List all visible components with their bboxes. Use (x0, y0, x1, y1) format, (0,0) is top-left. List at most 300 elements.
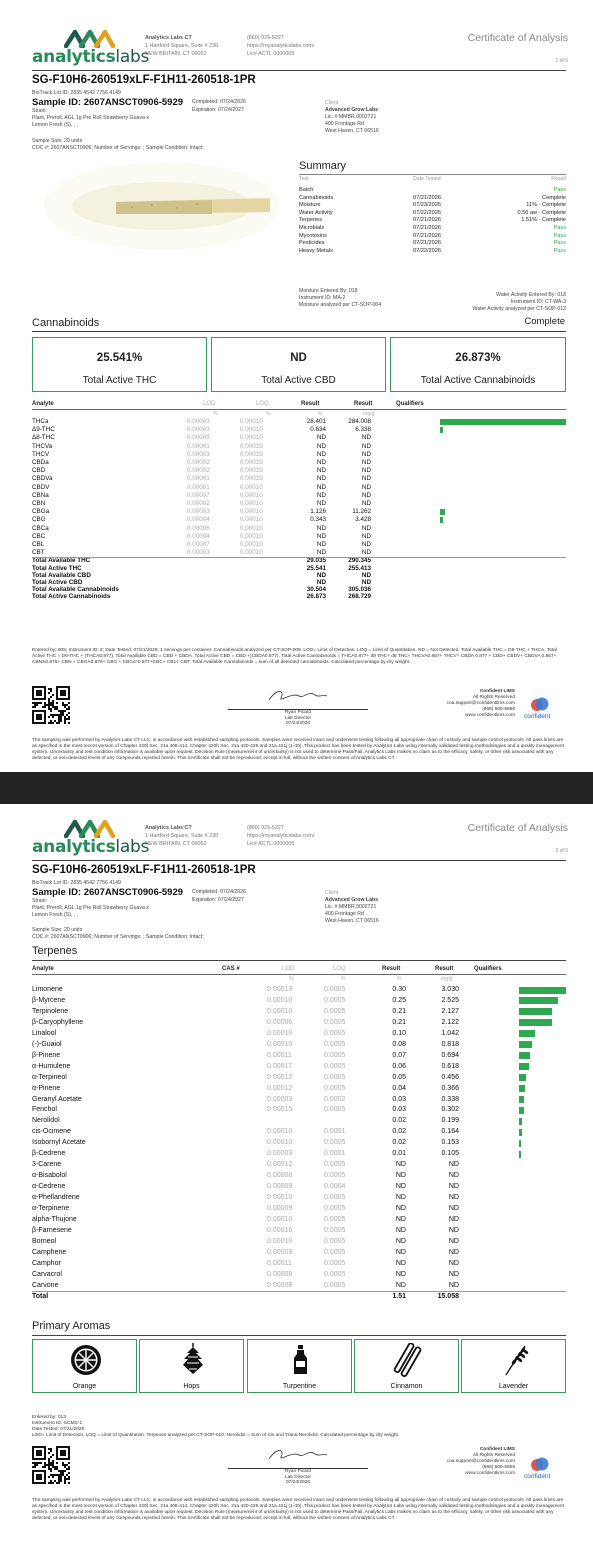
coa-page-2 (0, 804, 593, 1564)
result-bar (440, 517, 443, 523)
result-pct: ND (316, 549, 326, 557)
lod-value: 0.00010 (267, 1215, 293, 1223)
result-mg: ND (361, 500, 371, 507)
table-row (32, 1116, 566, 1126)
lod-value: 0.00010 (267, 1029, 293, 1037)
terpene-bar (519, 1151, 521, 1158)
total-thc-label: Total Active THC (82, 375, 157, 386)
loq-value: 0.00010 (240, 418, 263, 425)
lab-website-link[interactable]: https://myanalyticslabs.com/ (247, 833, 315, 839)
loq-value: 0.0005 (324, 1073, 346, 1081)
strain-label: Strain: (32, 898, 47, 904)
table-row (32, 426, 566, 434)
aroma-hops (139, 1339, 244, 1393)
product-photo (32, 160, 290, 312)
table-row (32, 475, 566, 483)
total-pct: 29.035 (306, 557, 326, 565)
terpene-name: Limonene (32, 986, 63, 993)
lims-email-link[interactable]: coa.support@confidentlims.com (446, 701, 515, 707)
terpene-bar (519, 1107, 524, 1114)
table-row (32, 1138, 566, 1148)
result-mg: 284.008 (348, 418, 371, 425)
summary-test: Heavy Metals (299, 247, 333, 254)
qr-code[interactable] (32, 686, 70, 724)
summary-test: Water Activity (299, 209, 333, 216)
confident-logo-icon (529, 1456, 551, 1472)
lims-info: Confident LIMS All Rights Reserved coa.support@confidentlims.com (866) 506-5866 www.confidentlims.com (446, 1447, 515, 1477)
loq-value: 0.00010 (240, 442, 263, 450)
cannabinoids-status: Complete (524, 316, 565, 327)
col-result-pct: Result (301, 401, 320, 407)
coc-info: COC #: 2607ANSCT0906; Number of Servings: ; Sample Condition: Intact; (32, 934, 204, 940)
total-cbd-label: Total Active CBD (261, 375, 336, 386)
lod-value: 0.00017 (267, 1062, 293, 1070)
analyte-name: CBDVa (32, 475, 53, 483)
coa-page-1 (0, 0, 593, 772)
logo-text: analyticslabs (32, 47, 149, 67)
terp-col-qualifiers: Qualifiers (474, 966, 502, 972)
summary-result: Pass (553, 232, 566, 239)
result-mg: ND (448, 1226, 459, 1234)
result-pct: ND (395, 1281, 406, 1289)
cannabinoids-title: Cannabinoids (32, 317, 100, 329)
aroma-cinnamon-label: Cinnamon (390, 1383, 423, 1390)
summary-result: Complete (542, 194, 566, 201)
signer-role: Lab Director (284, 1474, 312, 1480)
total-label: Total (32, 1292, 49, 1300)
unit-loq: % (266, 411, 271, 417)
table-row (32, 492, 566, 500)
lod-value: 0.00003 (267, 1095, 293, 1103)
terpene-name: β-Caryophyllene (32, 1018, 84, 1026)
cinnamon-icon (391, 1343, 425, 1377)
loq-value: 0.0001 (324, 1128, 346, 1136)
analyte-name: THCVa (32, 442, 53, 450)
lab-address: Analytics Labs CT 1 Hartford Square, Suite # 230 NEW BRITAIN, CT 06052 (145, 35, 219, 57)
lod-value: 0.00007 (187, 541, 210, 548)
client-info: Advanced Grow Labs Lic. # MMBR.0002721 400 Frontage Rd West Haven, CT 06516 (325, 107, 379, 134)
result-mg: ND (448, 1161, 459, 1169)
loq-value: 0.0005 (324, 1084, 346, 1092)
lod-value: 0.00008 (267, 1281, 293, 1289)
confident-brand: confident (524, 713, 551, 720)
table-row (32, 1073, 566, 1083)
result-mg: ND (448, 1215, 459, 1223)
result-pct: ND (316, 450, 326, 458)
signature-icon (263, 686, 333, 706)
result-bar (440, 419, 566, 425)
result-pct: 0.06 (392, 1062, 406, 1070)
result-mg: ND (448, 1194, 459, 1202)
summary-date: 07/22/2026 (413, 209, 441, 216)
moisture-info: Moisture Entered By: 018 Instrument ID: MA-2 Moisture analyzed per CT-SOP-004 (299, 288, 382, 308)
terp-unit-pct: % (397, 976, 402, 982)
result-pct: 0.05 (392, 1073, 406, 1081)
cannabinoids-note: Entered by: 005; Instrument ID: 2; Date Tested: 07/21/2026; 1 servings per container. Cannabinoids analyzed per CT-SOP-009. LOD= Limit of Detection, LOQ = Limit of Quantitation, ND = Not Detected. Total Available THC = D9-THC + THCA. Total Active THC = D9-THC + (THCA0.877). Total Available CBD = CBD + CBDA. Total Active CBD = CBD +(CBDA0.877). Total Active Cannabinoids = THCA0.877+ d9 THC+ d8 THC+ THCVA0.867+ THCV+ CBDA 0.877 + CBD+ CBDV+ CBDVA 0.867+ CBNA0.876+ CBN + CBGA0.878+ CBG + CBCA*0.877+CBC+ CBL+ CBT. Total Available Cannabinoids = sum of all detected cannabinoids. Calculated percentage by dry weight. (32, 648, 557, 665)
confident-logo-icon (529, 696, 551, 712)
col-lod: LOD (203, 401, 216, 407)
analyte-name: CBCa (32, 524, 49, 532)
total-analyte: Total Available Cannabinoids (32, 585, 119, 593)
lab-address: Analytics Labs CT 1 Hartford Square, Suite # 230 NEW BRITAIN, CT 06052 (145, 825, 219, 847)
result-mg: 0.338 (441, 1095, 459, 1103)
signature-block (228, 1445, 368, 1486)
unit-lod: % (213, 411, 218, 417)
total-cannabinoids-value: 26.873% (455, 352, 501, 364)
client-label: Client (325, 890, 339, 896)
header-2 (32, 818, 568, 858)
terpene-bar (519, 1096, 524, 1103)
terpene-name: Camphor (32, 1259, 61, 1267)
logo-mark-icon (64, 28, 116, 48)
terpene-bar (519, 1118, 522, 1125)
lod-value: 0.00010 (267, 1007, 293, 1015)
analyte-name: CBDV (32, 483, 50, 491)
table-row (32, 1160, 566, 1170)
table-row (32, 533, 566, 541)
qr-code[interactable] (32, 1446, 70, 1484)
lod-value: 0.00006 (267, 1018, 293, 1026)
terpene-name: β-Cedrene (32, 1150, 66, 1158)
lod-value: 0.00015 (267, 1106, 293, 1114)
lod-value: 0.00003 (187, 549, 210, 557)
sample-id: Sample ID: 2607ANSCT0906-5929 (32, 887, 184, 898)
total-mg: 255.413 (348, 564, 371, 572)
terp-col-result-mg: Result (435, 966, 454, 972)
lod-value: 0.00012 (267, 1073, 293, 1081)
table-row (32, 1204, 566, 1214)
result-pct: 0.21 (392, 1007, 406, 1015)
loq-value: 0.0005 (324, 1226, 346, 1234)
aroma-orange-label: Orange (72, 1383, 97, 1390)
result-mg: ND (361, 459, 371, 466)
table-row (32, 1171, 566, 1181)
terpene-name: Carvacrol (32, 1270, 62, 1278)
table-row (32, 1226, 566, 1236)
loq-value: 0.00010 (240, 483, 263, 491)
result-mg: 0.164 (441, 1128, 459, 1136)
client-label: Client (325, 100, 339, 106)
lod-value: 0.00001 (187, 483, 210, 491)
hops-icon (176, 1343, 210, 1377)
loq-value: 0.0005 (324, 1051, 346, 1059)
result-pct: ND (395, 1248, 406, 1256)
result-pct: ND (316, 475, 326, 483)
analyte-name: CBG (32, 516, 46, 524)
terp-col-analyte: Analyte (32, 966, 54, 972)
lod-value: 0.00003 (187, 418, 210, 425)
total-mg: ND (361, 571, 371, 579)
table-row (32, 1095, 566, 1105)
biotrack-id: BioTrack Lot ID: 2835 4542 7756 4149 (32, 880, 121, 886)
signer-name: Ryan Picard (284, 709, 312, 715)
table-row (32, 1062, 566, 1072)
lims-website-link[interactable]: www.confidentlims.com (465, 713, 515, 719)
sample-sg-id: SG-F10H6-260519xLF-F1H11-260518-1PR (32, 74, 256, 86)
result-mg: 0.105 (441, 1150, 459, 1158)
terpene-name: 3-Carene (32, 1161, 62, 1169)
result-pct: 0.634 (310, 426, 326, 434)
strain-label: Strain: (32, 108, 47, 114)
table-row (32, 1149, 566, 1159)
header (32, 28, 568, 68)
result-pct: 0.25 (392, 996, 406, 1004)
sample-size: Sample Size: 20 units (32, 927, 83, 933)
table-row (32, 1270, 566, 1280)
terpene-bar (519, 1019, 552, 1026)
lod-value: 0.00003 (187, 450, 210, 458)
product-desc: Plant, Preroll, AGL 1g Pre Roll Strawberry Guava x Lemon Fresh (S), , , (32, 115, 149, 128)
terpene-bar (519, 1129, 522, 1136)
total-cbd-value: ND (290, 352, 307, 364)
aroma-turpentine (247, 1339, 352, 1393)
loq-value: 0.00010 (240, 549, 263, 557)
loq-value: 0.0001 (324, 1150, 346, 1158)
result-mg: ND (361, 450, 371, 458)
result-pct: ND (395, 1183, 406, 1191)
table-row (32, 451, 566, 459)
result-mg: ND (448, 1237, 459, 1245)
lod-value: 0.00011 (267, 1259, 292, 1267)
total-mg: 15.058 (437, 1292, 459, 1300)
expiration-date: Expiration: 07/24/2027 (192, 107, 244, 113)
lod-value: 0.00002 (187, 459, 210, 466)
lod-value: 0.00007 (187, 491, 210, 499)
lod-value: 0.00003 (187, 426, 210, 434)
result-mg: ND (361, 549, 371, 557)
result-mg: ND (361, 541, 371, 548)
total-pct: 25.541 (306, 564, 326, 572)
loq-value: 0.00010 (240, 491, 263, 499)
loq-value: 0.0005 (324, 1018, 346, 1026)
table-row (32, 1105, 566, 1115)
total-analyte: Total Active THC (32, 564, 82, 572)
total-active-thc-card (32, 337, 207, 392)
result-mg: ND (361, 532, 371, 540)
summary-date: 07/21/2026 (413, 225, 441, 231)
result-pct: ND (316, 532, 326, 540)
table-row (32, 443, 566, 451)
summary-test: Pesticides (299, 240, 325, 247)
terp-col-loq: LOQ (333, 966, 346, 972)
terpene-name: alpha-Thujone (32, 1215, 77, 1223)
summary-date: 07/21/2026 (413, 232, 441, 239)
summary-result: Pass (553, 247, 566, 254)
table-row (32, 1193, 566, 1203)
sample-size: Sample Size: 20 units (32, 138, 83, 144)
lod-value: 0.00009 (267, 1183, 293, 1191)
result-pct: ND (316, 459, 326, 466)
analyte-name: Δ9-THC (32, 426, 55, 434)
terpenes-note: Entered by: 013 Instrument ID: GCMS-1 Date Tested: 07/21/2026 LOD= Limit of Detection, LOQ = Limit of Quantitation. Terpenes analyzed per CT-SOP-010. Nerolidol = Sum of Cis and Trans-Nerolidol. Calculated percentage by dry weight. (32, 1415, 400, 1438)
table-row (32, 1051, 566, 1061)
total-analyte: Total Active CBD (32, 578, 83, 586)
table-row (32, 467, 566, 475)
summary-result: 11% - Complete (526, 202, 566, 209)
page-number: 2 of 5 (555, 848, 568, 854)
loq-value: 0.0005 (324, 996, 346, 1004)
loq-value: 0.0005 (324, 1139, 346, 1147)
table-row (32, 1182, 566, 1192)
lod-value: 0.00005 (187, 434, 210, 442)
lod-value: 0.00012 (267, 1084, 293, 1092)
signer-name: Ryan Picard (284, 1468, 312, 1474)
result-mg: ND (361, 467, 371, 475)
result-pct: ND (395, 1237, 406, 1245)
lod-value: 0.00010 (267, 1139, 293, 1147)
result-mg: 0.818 (441, 1040, 459, 1048)
terpene-bar (519, 997, 558, 1004)
terp-unit-mg: mg/g (441, 976, 453, 982)
result-mg: 0.456 (441, 1073, 459, 1081)
summary-test: Moisture (299, 202, 321, 209)
terpene-name: Nerolidol (32, 1117, 60, 1125)
result-pct: ND (395, 1194, 406, 1202)
summary-title: Summary (299, 160, 347, 172)
unit-mg: mg/g (363, 411, 375, 417)
total-thc-value: 25.541% (96, 352, 143, 364)
table-row (32, 500, 566, 508)
lod-value: 0.00013 (267, 986, 293, 993)
loq-value: 0.00010 (240, 532, 263, 540)
summary-header-date: Date Tested (413, 176, 441, 182)
table-row (32, 1007, 566, 1017)
table-row (32, 1259, 566, 1269)
terpene-bar (519, 1074, 526, 1081)
result-pct: 28.401 (306, 418, 326, 425)
lims-info: Confident LIMS All Rights Reserved coa.support@confidentlims.com (866) 506-5866 www.confidentlims.com (446, 689, 515, 719)
loq-value: 0.0005 (324, 1194, 346, 1202)
lod-value: 0.00012 (267, 1161, 293, 1169)
loq-value: 0.0005 (324, 1007, 346, 1015)
result-mg: 0.153 (441, 1139, 459, 1147)
lod-value: 0.00003 (187, 508, 210, 516)
analyte-name: CBN (32, 500, 46, 507)
summary-test: Microbials (299, 225, 325, 231)
result-pct: ND (395, 1259, 406, 1267)
unit-pct: % (318, 411, 323, 417)
table-row (32, 1281, 566, 1291)
signature-date: 07/24/2026 (285, 1480, 310, 1486)
table-row (32, 996, 566, 1006)
terpene-name: cis-Ocimene (32, 1128, 71, 1136)
col-qualifiers: Qualifiers (396, 401, 424, 407)
biotrack-id: BioTrack Lot ID: 2835 4542 7756 4149 (32, 90, 121, 96)
result-pct: 0.03 (392, 1106, 406, 1114)
table-row (32, 1029, 566, 1039)
table-row (32, 1018, 566, 1028)
loq-value: 0.0005 (324, 1259, 346, 1267)
water-activity-info: Water Activity Entered By: 018 Instrument ID: CT-WA-3 Water Activity analyzed per CT-SOP-012 (472, 292, 566, 312)
analyte-name: CBDa (32, 459, 49, 466)
result-pct: ND (316, 434, 326, 442)
lims-email-link[interactable]: coa.support@confidentlims.com (446, 1459, 515, 1465)
table-row (32, 508, 566, 516)
summary-result: 1.51% - Complete (521, 217, 566, 224)
product-desc: Plant, Preroll, AGL 1g Pre Roll Strawberry Guava x Lemon Fresh (S), , , (32, 905, 149, 918)
total-mg: 268.729 (348, 592, 371, 600)
analyte-name: CBNa (32, 491, 49, 499)
terpene-name: β-Pinene (32, 1051, 61, 1059)
result-pct: ND (316, 500, 326, 507)
lod-value: 0.00010 (267, 1237, 293, 1245)
summary-test: Batch (299, 187, 314, 193)
signer-role: Lab Director (284, 715, 312, 721)
loq-value: 0.00010 (240, 459, 263, 466)
terpene-name: α-Terpineol (32, 1073, 67, 1081)
result-pct: ND (316, 442, 326, 450)
terpene-name: α-Cedrene (32, 1183, 66, 1191)
analyte-name: CBC (32, 532, 46, 540)
result-mg: 3.428 (355, 516, 371, 524)
table-row (32, 525, 566, 533)
loq-value: 0.00010 (240, 500, 263, 507)
result-mg: 0.302 (441, 1106, 459, 1114)
col-loq: LOQ (256, 401, 269, 407)
result-pct: 0.08 (392, 1040, 406, 1048)
terpene-name: α-Phellandrene (32, 1194, 80, 1202)
coc-info: COC #: 2607ANSCT0906; Number of Servings: ; Sample Condition: Intact; (32, 145, 204, 151)
lab-website-link[interactable]: https://myanalyticslabs.com/ (247, 43, 315, 49)
terpene-name: (-)-Guaiol (32, 1040, 62, 1048)
summary-row (299, 248, 566, 256)
loq-value: 0.00010 (240, 450, 263, 458)
result-pct: 0.02 (392, 1128, 406, 1136)
summary-test: Terpenes (299, 217, 323, 224)
lims-website-link[interactable]: www.confidentlims.com (465, 1471, 515, 1477)
logo-mark-icon (64, 818, 116, 838)
table-row (32, 516, 566, 524)
loq-value: 0.0005 (324, 1161, 346, 1169)
lod-value: 0.00001 (187, 475, 210, 483)
terpene-name: α-Terpinene (32, 1205, 70, 1212)
sample-sg-id: SG-F10H6-260519xLF-F1H11-260518-1PR (32, 864, 256, 876)
confident-brand: confident (524, 1473, 551, 1480)
lab-contact: (860) 925-5227 https://myanalyticslabs.com/ Lic# ACTL.0000005 (247, 35, 315, 57)
result-mg: 1.042 (441, 1029, 459, 1037)
total-cannabinoids-label: Total Active Cannabinoids (420, 375, 536, 386)
result-mg: 2.127 (441, 1007, 459, 1015)
terpene-name: Linalool (32, 1029, 57, 1037)
lod-value: 0.00010 (267, 1194, 293, 1202)
table-row (32, 985, 566, 995)
loq-value: 0.0005 (324, 1205, 346, 1212)
lod-value: 0.00004 (187, 516, 210, 524)
table-row (32, 484, 566, 492)
terpene-bar (519, 1140, 521, 1147)
terpene-name: Fenchol (32, 1106, 57, 1114)
lod-value: 0.00002 (187, 467, 210, 475)
terpene-name: Isobornyl Acetate (32, 1139, 86, 1147)
orange-icon (69, 1343, 103, 1377)
table-row (32, 434, 566, 442)
lod-value: 0.00010 (267, 996, 293, 1004)
loq-value: 0.0005 (324, 1248, 346, 1256)
analyte-name: CBT (32, 549, 45, 557)
page-separator (0, 772, 593, 804)
result-bar (440, 427, 443, 433)
total-mg: 290.345 (348, 557, 371, 565)
summary-test: Cannabinoids (299, 194, 334, 201)
terpene-name: β-Myrcene (32, 996, 66, 1004)
loq-value: 0.0005 (324, 1237, 346, 1245)
terpene-bar (519, 1008, 552, 1015)
table-row (32, 418, 566, 426)
terpene-bar (519, 1030, 535, 1037)
terp-col-result-pct: Result (382, 966, 401, 972)
total-analyte: Total Available CBD (32, 571, 91, 579)
terpene-name: α-Bisabolol (32, 1172, 67, 1180)
